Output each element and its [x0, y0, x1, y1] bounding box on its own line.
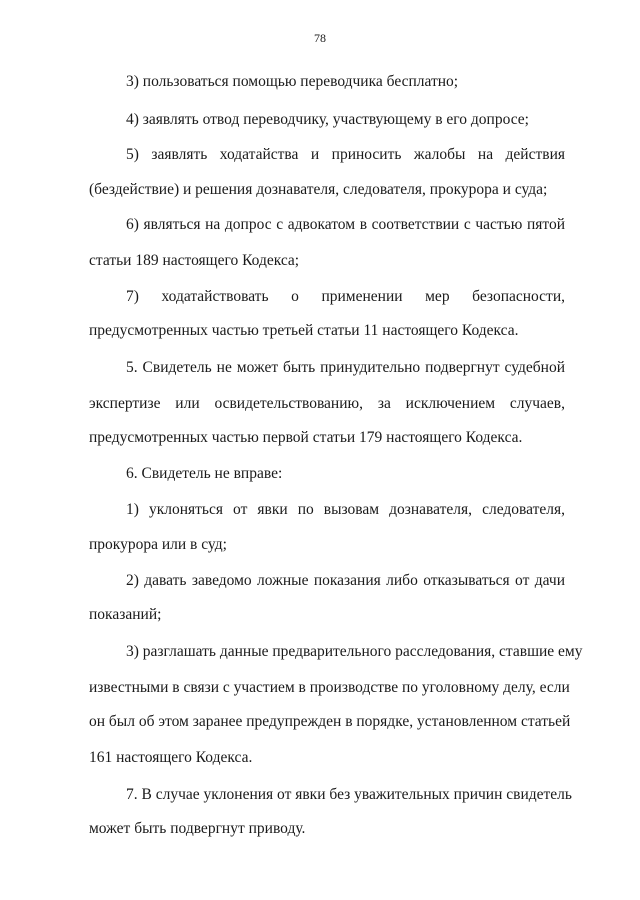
text-line: показаний;	[89, 606, 162, 623]
page-number: 78	[314, 31, 326, 45]
text-line: 5) заявлять ходатайства и приносить жалобы на действия	[126, 146, 565, 163]
text-line: 161 настоящего Кодекса.	[89, 749, 253, 766]
text-line: 6) являться на допрос с адвокатом в соответствии с частью пятой	[126, 216, 565, 233]
text-line: 3) пользоваться помощью переводчика бесплатно;	[126, 73, 459, 90]
text-line: статьи 189 настоящего Кодекса;	[89, 252, 300, 269]
text-line: он был об этом заранее предупрежден в порядке, установленном статьей	[89, 713, 571, 730]
text-line: 3) разглашать данные предварительного расследования, ставшие ему	[126, 643, 583, 660]
text-line: 2) давать заведомо ложные показания либо отказываться от дачи	[126, 572, 565, 589]
text-line: предусмотренных частью третьей статьи 11 настоящего Кодекса.	[89, 322, 519, 339]
text-line: 5. Свидетель не может быть принудительно подвергнут судебной	[126, 359, 565, 376]
text-line: прокурора или в суд;	[89, 536, 227, 553]
text-line: 7) ходатайствовать о применении мер безопасности,	[126, 288, 565, 305]
text-line: 1) уклоняться от явки по вызовам дознавателя, следователя,	[126, 501, 565, 518]
text-line: 6. Свидетель не вправе:	[126, 465, 283, 482]
text-line: известными в связи с участием в производстве по уголовному делу, если	[89, 679, 570, 696]
text-line: (бездействие) и решения дознавателя, следователя, прокурора и суда;	[89, 181, 548, 198]
text-line: предусмотренных частью первой статьи 179 настоящего Кодекса.	[89, 429, 523, 446]
text-line: может быть подвергнут приводу.	[89, 820, 306, 837]
text-line: 4) заявлять отвод переводчику, участвующему в его допросе;	[126, 111, 529, 128]
text-line: 7. В случае уклонения от явки без уважительных причин свидетель	[126, 786, 572, 803]
text-line: экспертизе или освидетельствованию, за исключением случаев,	[89, 395, 565, 412]
